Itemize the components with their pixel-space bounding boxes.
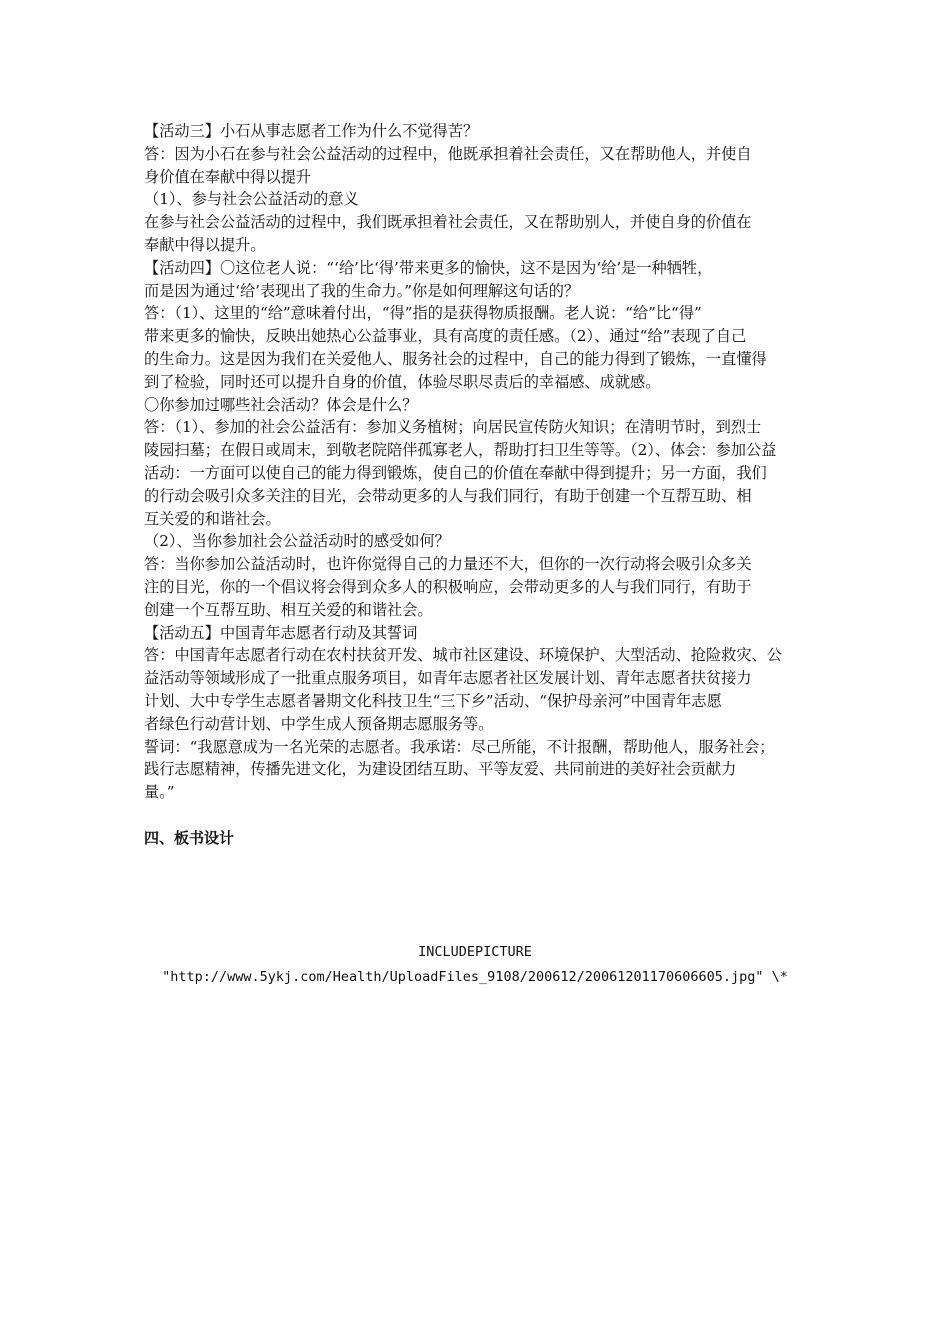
text-line: 的行动会吸引众多关注的目光，会带动更多的人与我们同行，有助于创建一个互帮互助、相	[144, 486, 752, 505]
text-line: 陵园扫墓；在假日或周末，到敬老院陪伴孤寡老人，帮助打扫卫生等等。（2）、体会：参加公益	[144, 441, 777, 460]
text-line: 答：当你参加公益活动时，也许你觉得自己的力量还不大，但你的一次行动将会吸引众多关	[144, 555, 752, 574]
text-line: 身价值在奉献中得以提升	[144, 167, 312, 186]
text-line: 活动：一方面可以使自己的能力得到锻炼，使自己的价值在奉献中得到提升；另一方面，我们	[144, 463, 767, 482]
field-code-line: INCLUDEPICTURE	[418, 944, 532, 960]
text-line: 注的目光，你的一个倡议将会得到众多人的积极响应，会带动更多的人与我们同行，有助于	[144, 577, 752, 596]
document-body	[144, 120, 820, 850]
text-line: 誓词：“我愿意成为一名光荣的志愿者。我承诺：尽己所能，不计报酬，帮助他人，服务社会；	[144, 737, 775, 756]
text-line: 而是因为通过‘给’表现出了我的生命力。”你是如何理解这句话的？	[144, 281, 580, 300]
text-line: 量。”	[144, 783, 175, 802]
text-line: 互关爱的和谐社会。	[144, 509, 281, 528]
text-line: 计划、大中专学生志愿者暑期文化科技卫生“三下乡”活动、“保护母亲河”中国青年志愿	[144, 691, 722, 710]
text-line: 【活动五】中国青年志愿者行动及其誓词	[144, 623, 418, 642]
text-line: 创建一个互帮互助、相互关爱的和谐社会。	[144, 600, 433, 619]
text-line: 答：（1）、参加的社会公益活有：参加义务植树；向居民宣传防火知识；在清明节时，到烈士	[144, 418, 762, 437]
text-line: 奉献中得以提升。	[144, 235, 266, 254]
text-line: 答：因为小石在参与社会公益活动的过程中，他既承担着社会责任，又在帮助他人，并使自	[144, 144, 752, 163]
text-line: 的生命力。这是因为我们在关爱他人、服务社会的过程中，自己的能力得到了锻炼，一直懂得	[144, 349, 767, 368]
text-line: 者绿色行动营计划、中学生成人预备期志愿服务等。	[144, 714, 494, 733]
text-line: 在参与社会公益活动的过程中，我们既承担着社会责任，又在帮助别人，并使自身的价值在	[144, 213, 752, 232]
text-line: 〇你参加过哪些社会活动？体会是什么？	[144, 395, 418, 414]
text-line: （2）、当你参加社会公益活动时的感受如何？	[144, 532, 450, 551]
text-line: 益活动等领域形成了一批重点服务项目，如青年志愿者社区发展计划、青年志愿者扶贫接力	[144, 669, 752, 688]
text-line: 【活动四】〇这位老人说：“‘给’比‘得’带来更多的愉快，这不是因为‘给’是一种牺牲，	[144, 258, 713, 277]
text-line: 答：（1）、这里的“给”意味着付出，“得”指的是获得物质报酬。老人说：“给”比“得”	[144, 304, 702, 323]
field-code-url: "http://www.5ykj.com/Health/UploadFiles_9108/200612/20061201170606605.jpg" \*	[162, 969, 788, 985]
text-line: （1）、参与社会公益活动的意义	[144, 190, 359, 209]
text-line: 【活动三】小石从事志愿者工作为什么不觉得苦？	[144, 122, 479, 140]
text-line: 带来更多的愉快，反映出她热心公益事业，具有高度的责任感。（2）、通过“给”表现了自己	[144, 327, 747, 346]
text-line: 到了检验，同时还可以提升自身的价值，体验尽职尽责后的幸福感、成就感。	[144, 372, 661, 391]
section-heading: 四、板书设计	[144, 828, 235, 847]
text-line: 答：中国青年志愿者行动在农村扶贫开发、城市社区建设、环境保护、大型活动、抢险救灾、公	[144, 646, 782, 665]
text-line: 践行志愿精神，传播先进文化，为建设团结互助、平等友爱、共同前进的美好社会贡献力	[144, 760, 737, 779]
